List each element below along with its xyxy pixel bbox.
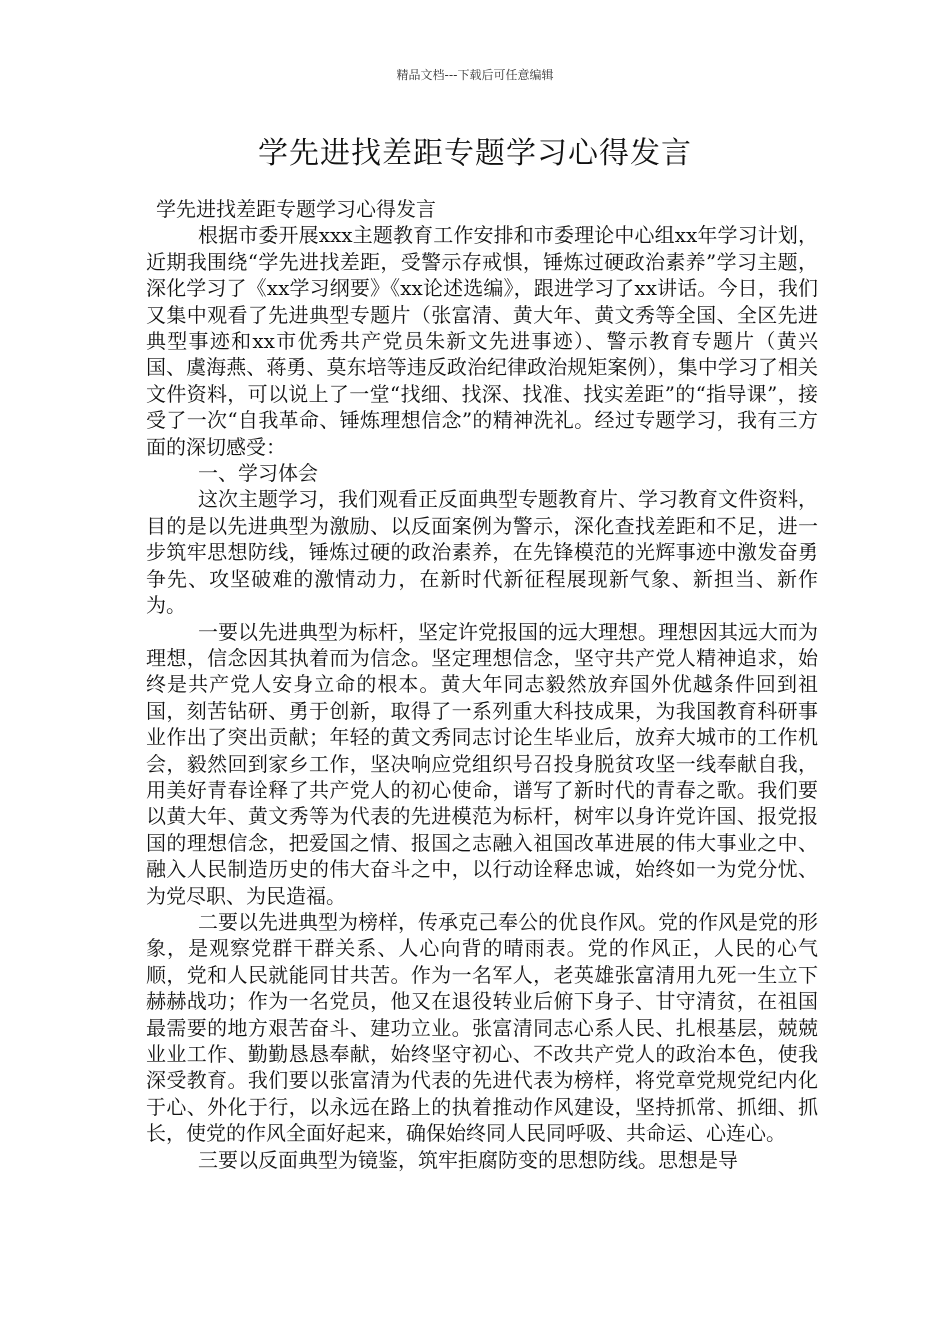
paragraph: 这次主题学习，我们观看正反面典型专题教育片、学习教育文件资料，目的是以先进典型为激励、以反面案例为警示，深化查找差距和不足，进一步筑牢思想防线，锤炼过硬的政治素养，在先锋模范的光辉事迹中激发奋勇争先、攻坚破难的激情动力，在新时代新征程展现新气象、新担当、新作为。 <box>146 487 818 618</box>
paragraph: 三要以反面典型为镜鉴，筑牢拒腐防变的思想防线。思想是导 <box>198 1147 738 1172</box>
document-body <box>146 196 818 1173</box>
paragraph-intro: 根据市委开展xxx主题教育工作安排和市委理论中心组xx年学习计划，近期我围绕“学先进找差距，受警示存戒惧，锤炼过硬政治素养”学习主题，深化学习了《xx学习纲要》《xx论述选编》，跟进学习了xx讲话。今日，我们又集中观看了先进典型专题片（张富清、黄大年、黄文秀等全国、全区先进典型事迹和xx市优秀共产党员朱新文先进事迹）、警示教育专题片（黄兴国、虞海燕、蒋勇、莫东培等违反政治纪律政治规矩案例），集中学习了相关文件资料，可以说上了一堂“找细、找深、找准、找实差距”的“指导课”，接受了一次“自我革命、锤炼理想信念”的精神洗礼。经过专题学习，我有三方面的深切感受： <box>146 223 818 459</box>
header-note: 精品文档---下载后可任意编辑 <box>396 68 554 82</box>
document-title: 学先进找差距专题学习心得发言 <box>258 136 692 171</box>
paragraph: 一要以先进典型为标杆，坚定许党报国的远大理想。理想因其远大而为理想，信念因其执着而为信念。坚定理想信念，坚守共产党人精神追求，始终是共产党人安身立命的根本。黄大年同志毅然放弃国外优越条件回到祖国，刻苦钻研、勇于创新，取得了一系列重大科技成果，为我国教育科研事业作出了突出贡献；年轻的黄文秀同志讨论生毕业后，放弃大城市的工作机会，毅然回到家乡工作，坚决响应党组织号召投身脱贫攻坚一线奉献自我，用美好青春诠释了共产党人的初心使命，谱写了新时代的青春之歌。我们要以黄大年、黄文秀等为代表的先进模范为标杆，树牢以身许党许国、报党报国的理想信念，把爱国之情、报国之志融入祖国改革进展的伟大事业之中、融入人民制造历史的伟大奋斗之中，以行动诠释忠诚，始终如一为党分忧、为党尽职、为民造福。 <box>146 619 818 908</box>
paragraph: 二要以先进典型为榜样，传承克己奉公的优良作风。党的作风是党的形象，是观察党群干群关系、人心向背的晴雨表。党的作风正，人民的心气顺，党和人民就能同甘共苦。作为一名军人，老英雄张富清用九死一生立下赫赫战功；作为一名党员，他又在退役转业后俯下身子、甘守清贫，在祖国最需要的地方艰苦奋斗、建功立业。张富清同志心系人民、扎根基层，兢兢业业工作、勤勤恳恳奉献，始终坚守初心、不改共产党人的政治本色，使我深受教育。我们要以张富清为代表的先进代表为榜样，将党章党规党纪内化于心、外化于行，以永远在路上的执着推动作风建设，坚持抓常、抓细、抓长，使党的作风全面好起来，确保始终同人民同呼吸、共命运、心连心。 <box>146 909 818 1146</box>
section-heading: 一、学习体会 <box>198 461 318 486</box>
document-subtitle: 学先进找差距专题学习心得发言 <box>156 197 436 221</box>
